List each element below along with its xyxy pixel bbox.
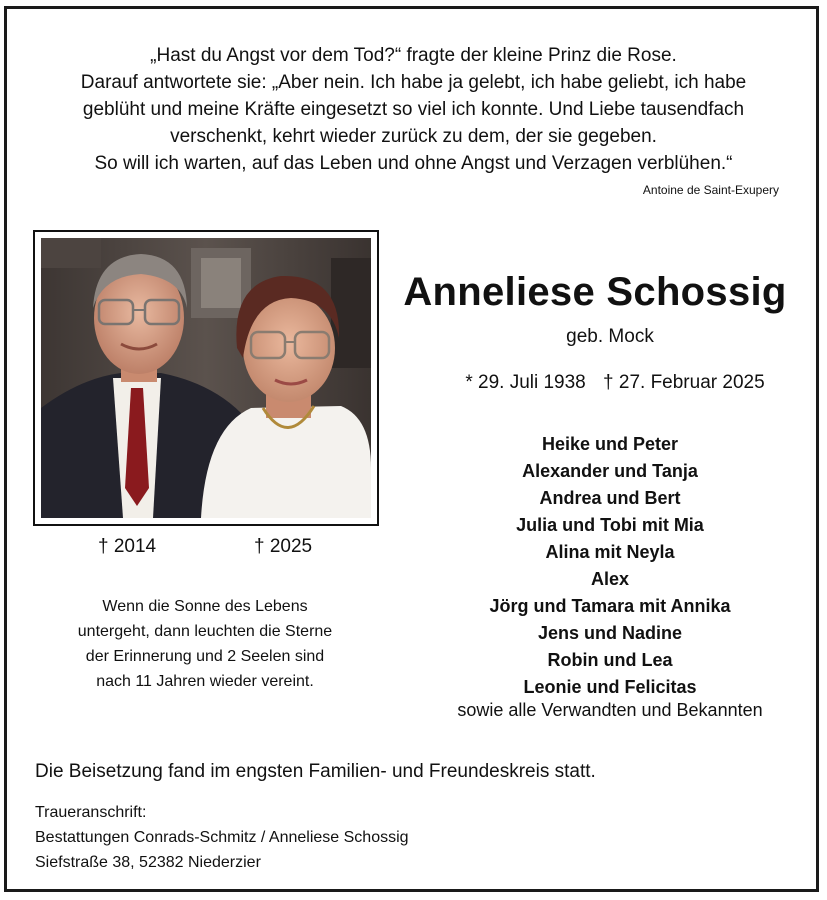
poem-line: untergeht, dann leuchten die Sterne	[77, 623, 333, 640]
deceased-name: Anneliese Schossig	[403, 270, 787, 314]
list-item: Robin und Lea	[547, 650, 673, 670]
mourners-list	[410, 431, 810, 701]
address-line: Bestattungen Conrads-Schmitz / Anneliese Schossig	[35, 829, 409, 846]
list-item: Alexander und Tanja	[522, 461, 698, 481]
list-item: Alex	[590, 569, 630, 589]
list-item: Julia und Tobi mit Mia	[516, 515, 704, 535]
list-item: Alina mit Neyla	[545, 542, 675, 562]
poem-line: nach 11 Jahren wieder vereint.	[96, 673, 314, 690]
poem	[40, 594, 370, 694]
list-item: Jens und Nadine	[537, 623, 683, 643]
couple-photo-frame	[33, 230, 379, 526]
death-date: † 27. Februar 2025	[603, 372, 765, 393]
couple-photo-image	[41, 238, 371, 518]
poem-line: Wenn die Sonne des Lebens	[102, 598, 308, 615]
address-line: Siefstraße 38, 52382 Niederzier	[35, 854, 261, 871]
quote-block	[30, 42, 797, 177]
life-dates	[395, 372, 827, 394]
list-item: Leonie und Felicitas	[523, 677, 697, 697]
quote-line: So will ich warten, auf das Leben und ohne Angst und Verzagen verblühen.“	[94, 153, 733, 174]
list-item: Andrea und Bert	[539, 488, 681, 508]
couple-photo	[41, 238, 371, 518]
burial-notice: Die Beisetzung fand im engsten Familien- und Freundeskreis statt.	[35, 761, 596, 782]
quote-line: „Hast du Angst vor dem Tod?“ fragte der kleine Prinz die Rose.	[150, 45, 677, 66]
year-left: † 2014	[98, 536, 157, 557]
poem-line: der Erinnerung und 2 Seelen sind	[85, 648, 325, 665]
birth-date: * 29. Juli 1938	[465, 372, 586, 393]
list-item: Heike und Peter	[541, 434, 679, 454]
quote-line: Darauf antwortete sie: „Aber nein. Ich habe ja gelebt, ich habe geliebt, ich habe	[80, 72, 747, 93]
closing-line: sowie alle Verwandten und Bekannten	[457, 700, 763, 720]
quote-line: geblüht und meine Kräfte eingesetzt so viel ich konnte. Und Liebe tausendfach	[82, 99, 745, 120]
birth-name: geb. Mock	[566, 326, 654, 347]
quote-author: Antoine de Saint-Exupery	[642, 183, 779, 197]
address-label: Traueranschrift:	[35, 804, 147, 821]
mourning-address	[35, 800, 409, 875]
year-right: † 2025	[254, 536, 313, 557]
quote-line: verschenkt, kehrt wieder zurück zu dem, der sie gegeben.	[170, 126, 657, 147]
list-item: Jörg und Tamara mit Annika	[489, 596, 731, 616]
